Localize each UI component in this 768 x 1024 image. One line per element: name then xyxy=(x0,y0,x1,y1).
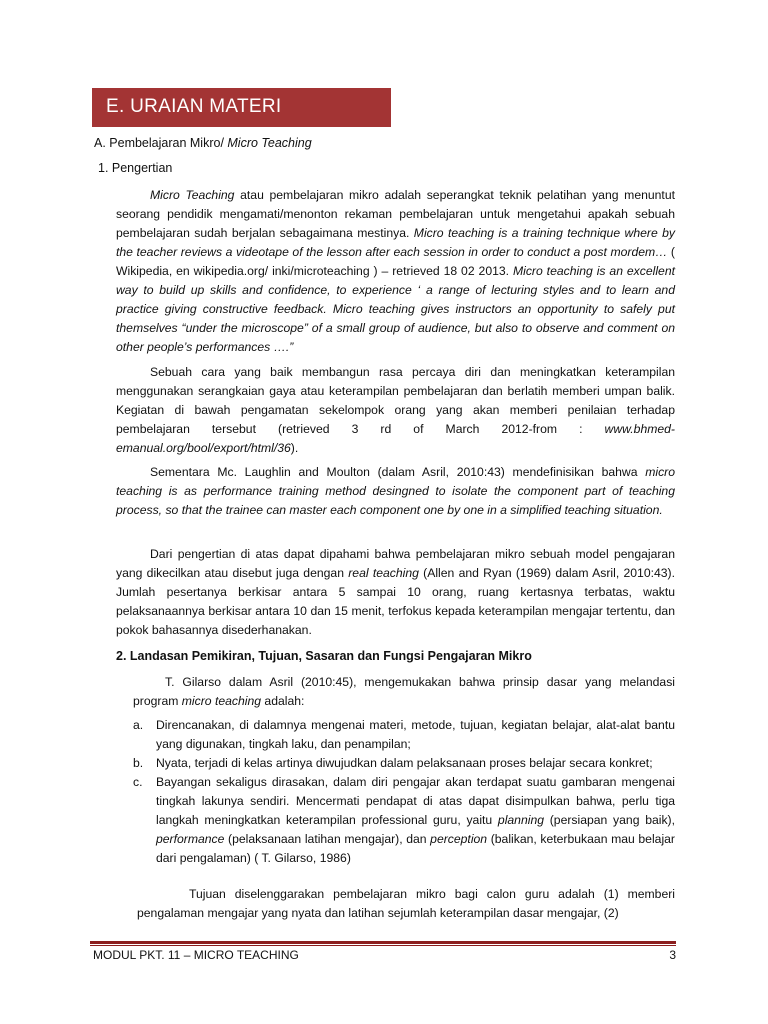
list-marker: a. xyxy=(133,718,144,732)
paragraph-dari-pengertian xyxy=(116,545,675,640)
p1-s4: ( Wikipedia, en wikipedia.org/ inki/microteaching ) – retrieved 18 02 2013. xyxy=(116,245,675,278)
p1-s2: atau pembelajaran mikro adalah seperangkat teknik pelatihan yang menuntut seorang pendidik mengamati/menonton rekaman pembelajaran untuk mengetahui apakah sebuah pembelajaran sudah berjalan sebagaimana mestinya. xyxy=(116,188,675,240)
p5-s3: adalah: xyxy=(261,694,305,708)
heading-2: 2. Landasan Pemikiran, Tujuan, Sasaran dan Fungsi Pengajaran Mikro xyxy=(116,649,532,663)
li3-s7: (balikan, keterbukaan mau belajar dari pengalaman) ( T. Gilarso, 1986) xyxy=(156,832,675,865)
p5-s1: T. Gilarso dalam Asril (2010:45), mengemukakan bahwa prinsip dasar yang melandasi program xyxy=(133,675,675,708)
list-item-text: Direncanakan, di dalamnya mengenai materi, metode, tujuan, kegiatan belajar, alat-alat bantu yang digunakan, tingkah laku, dan penampilan; xyxy=(156,718,675,751)
list-item xyxy=(133,716,675,754)
list-item-text xyxy=(156,773,675,868)
li3-s2: planning xyxy=(497,813,545,827)
p3-s1: Sementara Mc. Laughlin and Moulton (dalam Asril, 2010:43) mendefinisikan bahwa xyxy=(150,465,646,479)
footer-rule-thin xyxy=(90,945,676,946)
p1-s1: Micro Teaching xyxy=(150,188,235,202)
p4-s1: Dari pengertian di atas dapat dipahami bahwa pembelajaran mikro sebuah model pengajaran yang dikecilkan atau disebut juga dengan xyxy=(116,547,675,580)
p2-s3: ). xyxy=(290,441,299,455)
p4-s3: (Allen and Ryan (1969) dalam Asril, 2010:43). Jumlah pesertanya berkisar antara 5 sampai 10 orang, ruang kertasnya terbatas, waktu pelaksanaannya berkisar antara 10 dan 15 menit, terfokus kepada keterampilan mengajar tertentu, dan pokok bahasannya disederhanakan. xyxy=(116,566,675,637)
section-banner: E. URAIAN MATERI xyxy=(92,88,391,127)
li3-s3: (persiapan yang baik), xyxy=(544,813,675,827)
footer-module-title: MODUL PKT. 11 – MICRO TEACHING xyxy=(93,948,299,962)
heading-1: 1. Pengertian xyxy=(98,161,173,175)
heading-a-italic: Micro Teaching xyxy=(227,136,312,150)
heading-a xyxy=(94,136,312,150)
li3-s5: (pelaksanaan latihan mengajar), dan xyxy=(224,832,431,846)
paragraph-sebuah-cara xyxy=(116,363,675,458)
paragraph-gilarso xyxy=(133,673,675,711)
li3-s4: performance xyxy=(156,832,225,846)
list-item-text: Nyata, terjadi di kelas artinya diwujudkan dalam pelaksanaan proses belajar secara konkret; xyxy=(156,756,653,770)
paragraph-pengertian xyxy=(116,186,675,357)
paragraph-sementara xyxy=(116,463,675,520)
p4-s2: real teaching xyxy=(348,566,419,580)
list-marker: c. xyxy=(133,775,143,789)
p1-s3: Micro teaching is a training technique where by the teacher reviews a videotape of the lesson after each session in order to conduct a post mordem… xyxy=(116,226,675,259)
p3-s2: micro teaching is as performance training method desingned to isolate the component part of teaching process, so that the trainee can master each component one by one in a simplified teaching situation. xyxy=(116,465,675,517)
list-item xyxy=(133,754,675,773)
p2-url: www.bhmed-emanual.org/bool/export/html/36 xyxy=(116,422,675,455)
p1-s5: Micro teaching is an excellent way to build up skills and confidence, to experience ‘ a range of lecturing styles and to learn and practice giving constructive feedback. Micro teaching gives instructors an opportunity to safely put themselves “under the microscope” of a small group of audience, but also to observe and comment on other people’s performances ….” xyxy=(116,264,676,354)
list-item xyxy=(133,773,675,868)
list-marker: b. xyxy=(133,756,144,770)
heading-a-prefix: A. Pembelajaran Mikro/ xyxy=(94,136,228,150)
principles-list xyxy=(133,716,675,868)
paragraph-tujuan: Tujuan diselenggarakan pembelajaran mikro bagi calon guru adalah (1) memberi pengalaman mengajar yang nyata dan latihan sejumlah keterampilan dasar mengajar, (2) xyxy=(137,887,675,920)
footer-rule-thick xyxy=(90,941,676,944)
p5-s2: micro teaching xyxy=(181,694,262,708)
li3-s1: Bayangan sekaligus dirasakan, dalam diri pengajar akan terdapat suatu gambaran mengenai tingkah lakunya sendiri. Mencermati pendapat di atas dapat disimpulkan bahwa, perlu tiga langkah meningkatkan keterampilan professional guru, yaitu xyxy=(156,775,675,827)
page-number: 3 xyxy=(669,948,676,962)
li3-s6: perception xyxy=(430,832,488,846)
p2-s1: Sebuah cara yang baik membangun rasa percaya diri dan meningkatkan keterampilan menggunakan serangkaian gaya atau keterampilan pembelajaran dan berlatih memberi umpan balik. Kegiatan di bawah pengamatan sekelompok orang yang akan memberi penilaian terhadap pembelajaran tersebut (retrieved 3 rd of March 2012-from : xyxy=(116,365,675,436)
